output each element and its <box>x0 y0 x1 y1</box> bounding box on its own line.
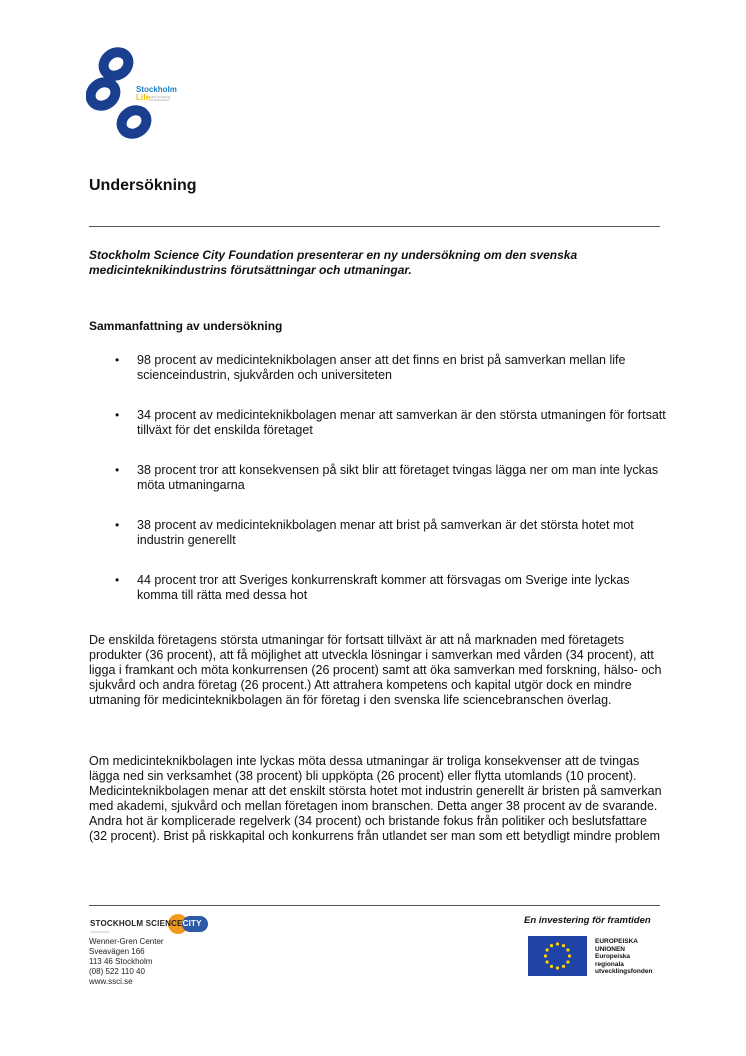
bullet-icon: • <box>115 518 120 532</box>
body-paragraph: De enskilda företagens största utmaningar för fortsatt tillväxt är att nå marknaden med företagets produkter (36 procent), att få möjlighet att utveckla lösningar i samverkan med vården (34 procent), att ligga i framkant och möta konkurrensen (26 procent) samt att öka samverkan med forskning, hälso- och sjukvård och andra företag (26 procent.) Att attrahera kompetens och kapital utgör dock en mindre utmaning för medicinteknikbolagen än för företag i den svenska life sciencebranschen överlag. <box>89 633 662 707</box>
summary-heading: Sammanfattning av undersökning <box>89 319 283 333</box>
bullet-icon: • <box>115 353 120 367</box>
title-divider <box>89 226 660 227</box>
eu-fund-label: EUROPEISKA UNIONEN Europeiska regionala utvecklingsfonden <box>595 938 653 975</box>
list-item: • 38 procent av medicinteknikbolagen menar att brist på samverkan är det största hotet mot industrin generellt <box>115 518 634 547</box>
footer-divider <box>89 905 660 906</box>
bullet-icon: • <box>115 408 120 422</box>
list-item: • 98 procent av medicinteknikbolagen anser att det finns en brist på samverkan mellan life scienceindustrin, sjukvården och universiteten <box>115 353 626 382</box>
intro-text: Stockholm Science City Foundation presenterar en ny undersökning om den svenska medicinteknikindustrins förutsättningar och utmaningar. <box>89 248 578 277</box>
list-item: • 44 procent tror att Sveriges konkurrenskraft kommer att försvagas om Sverige inte lyckas komma till rätta med dessa hot <box>115 573 630 602</box>
eu-tagline: En investering för framtiden <box>524 915 651 926</box>
ssci-foundation-label: FOUNDATION <box>90 930 110 934</box>
summary-list <box>112 353 672 628</box>
bullet-icon: • <box>115 463 120 477</box>
eu-stars-icon <box>528 936 587 976</box>
body-paragraph: Om medicinteknikbolagen inte lyckas möta dessa utmaningar är troliga konsekvenser att de tvingas lägga ned sin verksamhet (38 procent) bli uppköpta (26 procent) eller flytta utomlands (10 procent). Medicinteknikbolagen menar att det enskilt största hotet mot industrin generellt är bristen på samverkan med akademi, sjukvård och mellan företagen inom branschen. Detta anger 38 procent av de svarande. Andra hot är komplicerade regelverk (34 procent) och bristande fokus från politiker och beslutsfattare (32 procent). Brist på riskkapital och konkurrens från utlandet ser man som ett betydligt mindre problem <box>89 754 662 843</box>
logo-wordmark: Stockholm Life <box>136 85 177 102</box>
ssci-wordmark: STOCKHOLM SCIENCECITY <box>90 919 202 928</box>
logo-subtitle: LIFE SCIENCE STOCKHOLM <box>150 95 171 102</box>
list-item: • 38 procent tror att konsekvensen på sikt blir att företaget tvingas lägga ner om man inte lyckas möta utmaningarna <box>115 463 659 492</box>
contact-address: Wenner-Gren Center Sveavägen 166 113 46 Stockholm (08) 522 110 40 www.ssci.se <box>89 937 164 986</box>
list-item: • 34 procent av medicinteknikbolagen menar att samverkan är den största utmaningen för fortsatt tillväxt för det enskilda företaget <box>115 408 666 437</box>
bullet-icon: • <box>115 573 120 587</box>
page-title: Undersökning <box>89 177 197 194</box>
eu-flag-icon <box>528 936 587 976</box>
